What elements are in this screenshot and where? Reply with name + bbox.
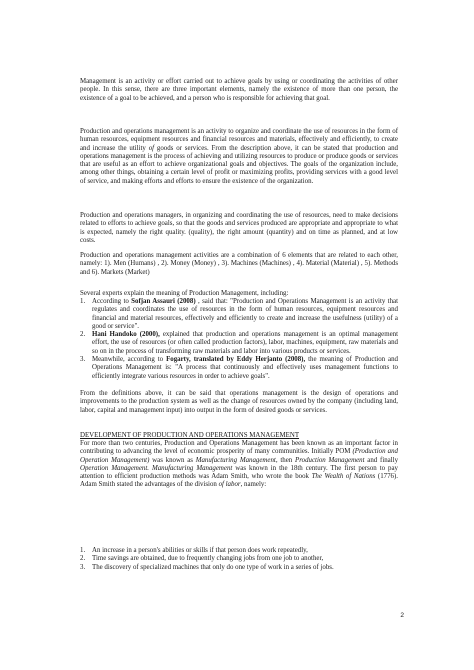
- expert-name: Sofjan Assauri (2008): [131, 298, 196, 305]
- paragraph-six-elements: Production and operations management activities are a combination of 6 elements that are related to each other, namely: 1). Men (Humans) , 2). Money (Money) , 3). Machines (Machines) , 4). Material (Material) , 5). Methods and 6). Markets (Market): [80, 252, 398, 276]
- italic-run: Operation Management. Manufacturing Management: [80, 464, 233, 472]
- text-run: For more than two centuries, Production and Operations Management has been known as an important factor in contributing to advancing the level of economic prosperity of many communities. Initially POM: [80, 440, 398, 456]
- text-run: and finally: [364, 456, 399, 464]
- text-run: the meaning of Production and Operations Management is: "A process that continuously and effectively uses management functions to efficiently integrate various resources in order to achieve goals".: [92, 356, 398, 380]
- list-number: 2.: [80, 331, 86, 339]
- list-text: An increase in a person's abilities or skills if that person does work repeatedly,: [92, 547, 308, 554]
- list-number: 2.: [80, 555, 86, 563]
- italic-run: Production Management: [295, 456, 365, 464]
- text-run: According to: [92, 298, 132, 305]
- list-item: [80, 547, 398, 555]
- italic-run: Manufacturing Management,: [195, 456, 278, 464]
- list-number: 1.: [80, 547, 86, 554]
- list-text: The discovery of specialized machines that only do one type of work in a series of jobs.: [92, 563, 334, 571]
- text-run: , said that: "Production and Operations Management is an activity that regulates and coordinates the use of resources in the form of human resources, equipment resources and financial and material resources, effectively and efficiently to create and increase the usefulness (utility) of a good or service".: [92, 298, 398, 330]
- paragraph-managers-decisions: Production and operations managers, in organizing and coordinating the use of resources, need to make decisions related to efforts to achieve goals, so that the goods and services produced are appropriate and appropriate to what is expected, namely the right quality. (quality), the right amount (quantity) and on time as planned, and at low costs.: [80, 212, 398, 244]
- paragraph-conclusion: From the definitions above, it can be said that operations management is the design of operations and improvements to the production system as well as the change of resources owned by the company (including land, labor, capital and management input) into output in the form of desired goods or services.: [80, 390, 398, 414]
- advantages-list: [80, 547, 398, 572]
- expert-name: Hani Handoko (2000),: [92, 331, 160, 339]
- list-item: [80, 555, 398, 563]
- text-run: Production and operations management is an activity to organize and coordinate the use of resources in the form of human resources, equipment resources and financial resources and materials, effectively and efficiently, to create and increase the utility: [80, 128, 398, 152]
- experts-list: [80, 298, 398, 381]
- list-number: 3.: [80, 356, 86, 364]
- text-run: was known in the 18th century. The first person to pay attention to efficient production methods was Adam Smith, who wrote the book: [80, 464, 398, 481]
- italic-run: of: [148, 144, 155, 152]
- list-item: [80, 331, 398, 356]
- paragraph-experts-intro: Several experts explain the meaning of Production Management, including:: [80, 290, 289, 297]
- text-run: then: [277, 456, 295, 464]
- italic-run: The Wealth of Nations: [311, 473, 376, 481]
- italic-run: (Production and Operation Management): [80, 448, 398, 464]
- text-run: goods or services. From the description above, it can be stated that production and operations management is the process of achieving and utilizing resources to produce or produce goods or services that are useful as an effort to achieve organizational goals and objectives. The goals of the organization include, among other things, obtaining a certain level of profit or maximizing profits, providing services with a good level of service, and making efforts and efforts to ensure the existence of the organization.: [80, 144, 398, 185]
- list-number: 1.: [80, 298, 86, 305]
- section-heading: DEVELOPMENT OF PRODUCTION AND OPERATIONS MANAGEMENT: [80, 432, 300, 439]
- paragraph-history: [80, 440, 398, 490]
- expert-name: Fogarty, translated by Eddy Herjanto (2008),: [166, 356, 306, 364]
- page-number: 2: [400, 612, 404, 619]
- text-run: , namely:: [240, 481, 267, 489]
- list-item: [80, 564, 398, 572]
- list-item: [80, 356, 398, 381]
- text-run: was known as: [149, 456, 196, 464]
- list-item: [80, 298, 398, 331]
- list-text: Time savings are obtained, due to frequently changing jobs from one job to another,: [92, 555, 324, 563]
- list-number: 3.: [80, 563, 86, 571]
- italic-run: of labor: [218, 481, 241, 489]
- text-run: (1776). Adam Smith stated the advantages of the division: [80, 473, 398, 489]
- text-run: Meanwhile, according to: [92, 356, 167, 364]
- paragraph-management-definition: Management is an activity or effort carried out to achieve goals by using or coordinating the activities of other people. In this sense, there are three important elements, namely the existence of more than one person, the existence of a goal to be achieved, and a person who is responsible for achieving that goal.: [80, 78, 398, 102]
- paragraph-pom-definition: [80, 128, 398, 186]
- text-run: explained that production and operations management is an optimal management effort, the use of resources (or often called production factors), labor, machines, equipment, raw materials and so on in the process of transforming raw materials and labor into various products or services.: [92, 331, 398, 355]
